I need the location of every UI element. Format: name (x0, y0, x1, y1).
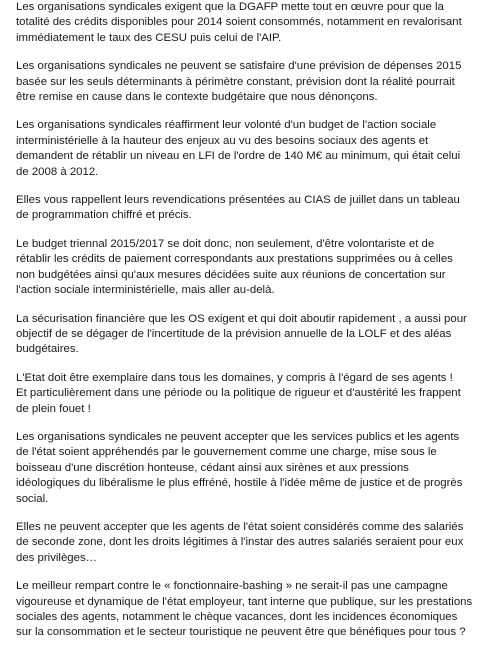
text-line: de plein fouet ! (16, 402, 91, 415)
text-line: de 2008 à 2012. (16, 165, 99, 178)
text-line: Les organisations syndicales ne peuvent accepter que les services publics et les agents (16, 430, 460, 443)
document-page (16, 0, 488, 654)
paragraph-fonctionnaire-bashing (16, 579, 488, 641)
text-line: rétablir les crédits de paiement correspondants aux prestations supprimées ou à celles (16, 253, 453, 266)
text-line: l'action sociale interministérielle, mais aller au-delà. (16, 284, 275, 297)
text-line: Et particulièrement dans une période ou la politique de rigueur et d'austérité les frappent (16, 387, 461, 400)
text-line: basée sur les seuls déterminants à périmètre constant, prévision dont la réalité pourrait (16, 75, 455, 88)
paragraph-salaries-seconde-zone (16, 520, 488, 566)
text-line: totalité des crédits disponibles pour 2014 soient consommés, notamment en revalorisant (16, 16, 462, 29)
text-line: être remise en cause dans le contexte budgétaire que nous dénonçons. (16, 91, 378, 104)
text-line: interministérielle à la hauteur des enjeux au vu des besoins sociaux des agents et (16, 134, 429, 147)
text-line: non budgétées ainsi qu'aux mesures décidées suite aux réunions de concertation sur (16, 268, 446, 281)
text-line: budgétaires. (16, 343, 79, 356)
text-line: vigoureuse et dynamique de l'état employeur, tant interne que publique, sur les prestations (16, 595, 473, 608)
text-line: objectif de se dégager de l'incertitude de la prévision annuelle de la LOLF et des aléas (16, 327, 452, 340)
paragraph-etat-exemplaire (16, 371, 488, 417)
text-line: idéologiques du libéralisme le plus effréné, hostile à l'idée même de justice et de progrès (16, 477, 463, 490)
paragraph-services-publics (16, 430, 488, 507)
text-line: des privilèges… (16, 551, 98, 564)
paragraph-budget-triennal (16, 237, 488, 299)
paragraph-budget-action-sociale (16, 118, 488, 180)
text-line: L'Etat doit être exemplaire dans tous les domaines, y compris à l'égard de ses agents ! (16, 371, 453, 384)
paragraph-previsions-2015 (16, 59, 488, 105)
text-line: Le meilleur rempart contre le « fonctionnaire-bashing » ne serait-il pas une campagne (16, 580, 448, 593)
text-line: Elles vous rappellent leurs revendications présentées au CIAS de juillet dans un tableau (16, 194, 460, 207)
text-line: La sécurisation financière que les OS exigent et qui doit aboutir rapidement , a aussi pour (16, 312, 467, 325)
text-line: immédiatement le taux des CESU puis celui de l'AIP. (16, 31, 282, 44)
text-line: Elles ne peuvent accepter que les agents de l'état soient considérés comme des salariés (16, 520, 464, 533)
text-line: demandent de rétablir un niveau en LFI de l'ordre de 140 M€ au minimum, qui était celui (16, 150, 461, 163)
text-line: de programmation chiffré et précis. (16, 209, 192, 222)
paragraph-dgafp-credits (16, 0, 488, 46)
text-line: Les organisations syndicales ne peuvent se satisfaire d'une prévision de dépenses 2015 (16, 60, 462, 73)
paragraph-revendications-cias (16, 193, 488, 224)
paragraph-securisation-financiere (16, 312, 488, 358)
text-line: Le budget triennal 2015/2017 se doit donc, non seulement, d'être volontariste et de (16, 237, 435, 250)
text-line: Les organisations syndicales exigent que la DGAFP mette tout en œuvre pour que la (16, 1, 444, 13)
text-line: sur la consommation et le secteur touristique ne peuvent être que bénéfiques pour tous ? (16, 626, 466, 639)
text-line: de l'état soient appréhendés par le gouvernement comme une charge, mise sous le (16, 446, 437, 459)
text-line: de seconde zone, dont les droits légitimes à l'instar des autres salariés seraient pour eux (16, 536, 464, 549)
text-line: boisseau d'une discrétion honteuse, cédant ainsi aux sirènes et aux pressions (16, 461, 409, 474)
text-line: sociales des agents, notamment le chèque vacances, dont les incidences économiques (16, 611, 458, 623)
text-line: social. (16, 492, 49, 505)
text-line: Les organisations syndicales réaffirment leur volonté d'un budget de l'action sociale (16, 119, 437, 132)
